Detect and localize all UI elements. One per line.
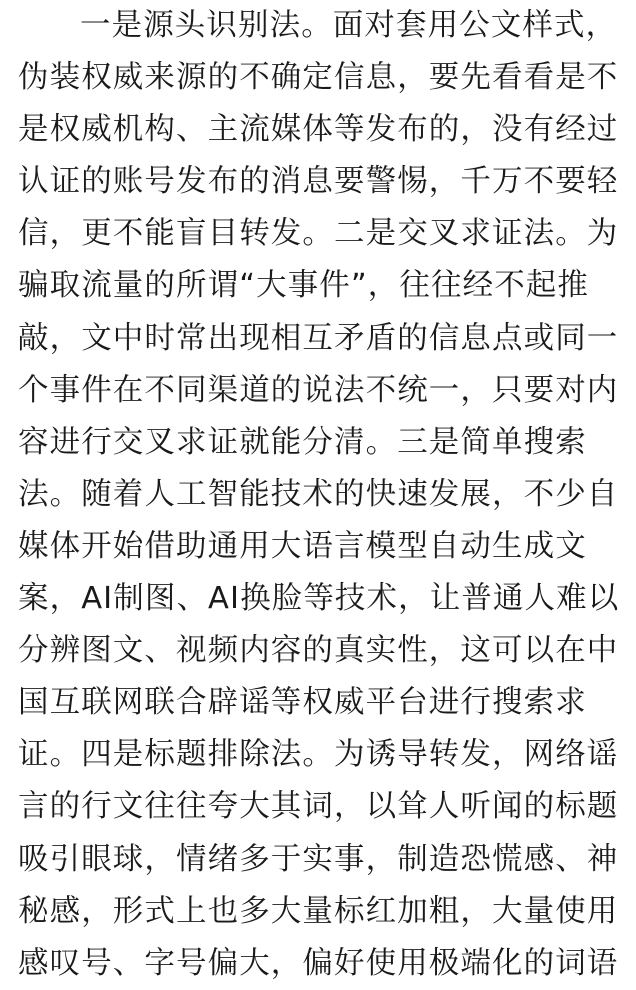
article-line: 一是源头识别法。面对套用公文样式， — [80, 8, 618, 43]
article-line: 分辨图文、视频内容的真实性，这可以在中 — [18, 633, 619, 669]
article-line: 国互联网联合辟谣等权威平台进行搜索求 — [18, 685, 587, 721]
article-line: 容进行交叉求证就能分清。三是简单搜索 — [18, 424, 587, 460]
article-line: 媒体开始借助通用大语言模型自动生成文 — [18, 528, 587, 564]
article-line: 感叹号、字号偏大，偏好使用极端化的词语 — [18, 945, 619, 981]
article-line: 信，更不能盲目转发。二是交叉求证法。为 — [18, 216, 619, 252]
article-line: 是权威机构、主流媒体等发布的，没有经过 — [18, 112, 619, 148]
article-line: 敲，文中时常出现相互矛盾的信息点或同一 — [18, 320, 619, 356]
article-line: 骗取流量的所谓“大事件”，往往经不起推 — [18, 268, 590, 304]
article-line: 个事件在不同渠道的说法不统一，只要对内 — [18, 372, 619, 408]
article-line: 证。四是标题排除法。为诱导转发，网络谣 — [18, 737, 619, 773]
article-line: 伪装权威来源的不确定信息，要先看看是不 — [18, 60, 619, 96]
article-line: 秘感，形式上也多大量标红加粗，大量使用 — [18, 893, 619, 929]
article-line: 法。随着人工智能技术的快速发展，不少自 — [18, 476, 619, 512]
article-line: 案，AI制图、AI换脸等技术，让普通人难以 — [18, 581, 620, 617]
article-line: 言的行文往往夸大其词，以耸人听闻的标题 — [18, 789, 619, 825]
article-line: 吸引眼球，情绪多于实事，制造恐慌感、神 — [18, 841, 619, 877]
article-line: 认证的账号发布的消息要警惕，千万不要轻 — [18, 164, 619, 200]
